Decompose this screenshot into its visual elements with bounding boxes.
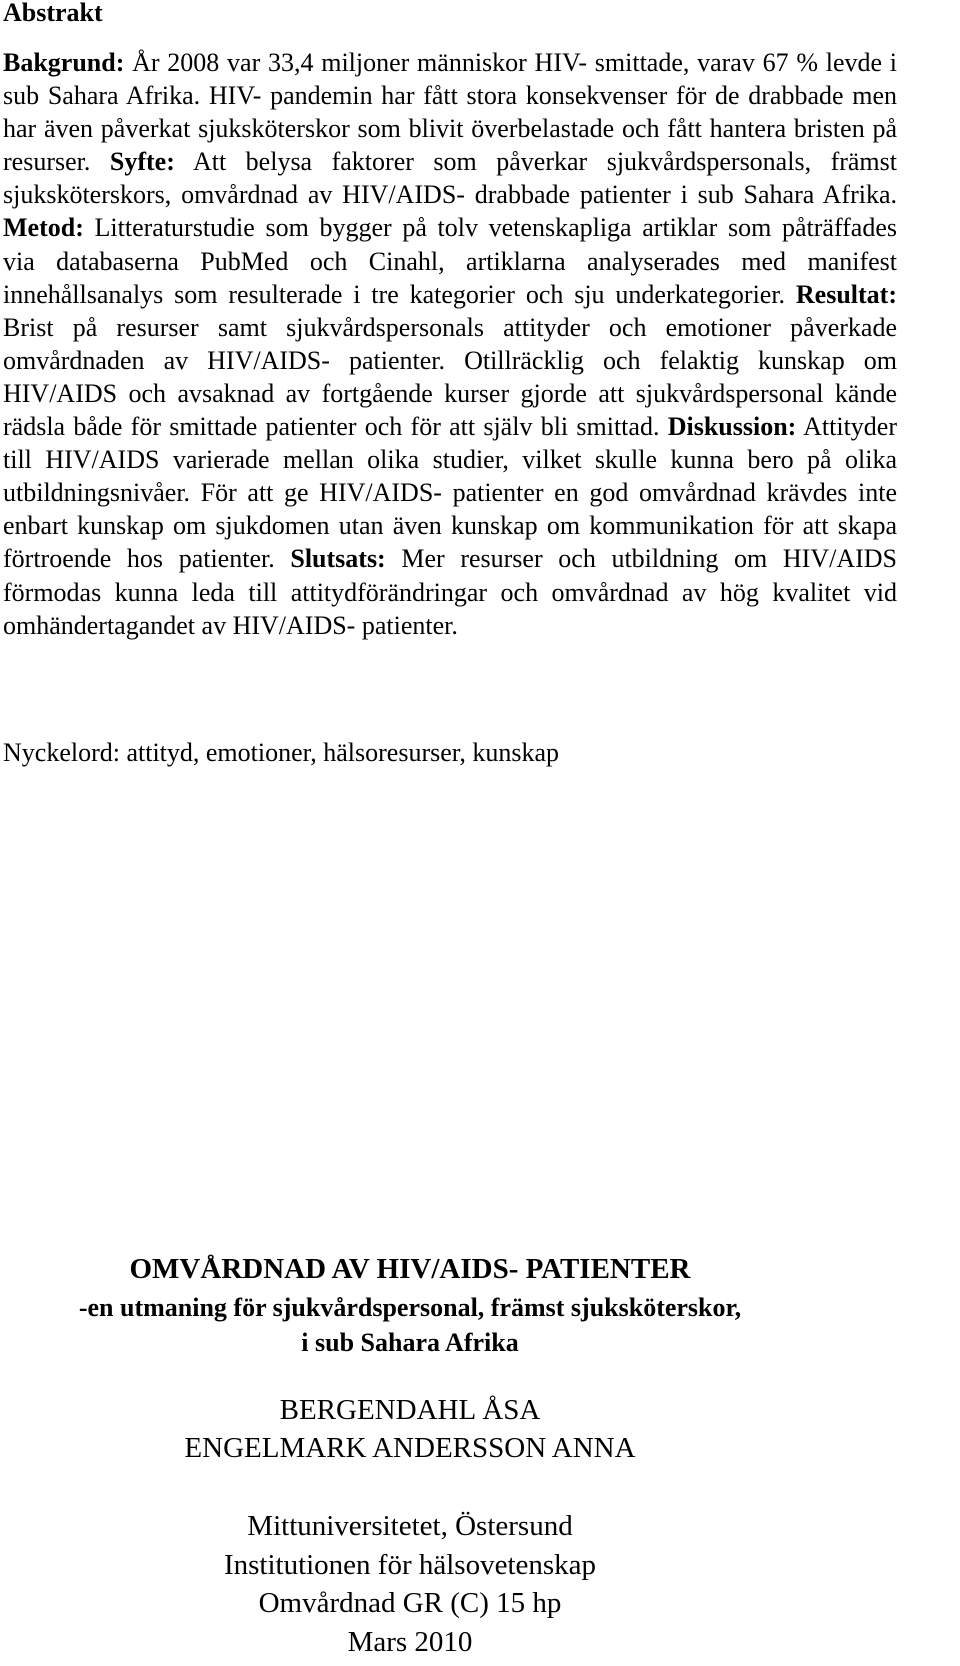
subtitle-line-2: i sub Sahara Afrika bbox=[301, 1328, 519, 1357]
institution: Institutionen för hälsovetenskap bbox=[223, 1548, 597, 1581]
abstract-body bbox=[3, 46, 897, 642]
author-2: ENGELMARK ANDERSSON ANNA bbox=[184, 1432, 636, 1464]
thesis-subtitle bbox=[0, 1290, 820, 1360]
result-text: Brist på resurser samt sjukvårdspersonals attityder och emotioner påverkade omvårdnaden av HIV/AIDS- patienter. Otillräcklig och felaktig kunskap om HIV/AIDS och avsaknad av fortgående kurser gjorde att sjukvårdspersonal kände rädsla både för smittade patienter och för att själv bli smittad. bbox=[3, 312, 897, 442]
result-label: Resultat: bbox=[795, 279, 897, 309]
conclusion-label: Slutsats: bbox=[290, 544, 386, 574]
date: Mars 2010 bbox=[347, 1625, 473, 1658]
subtitle-line-1: -en utmaning för sjukvårdspersonal, främst sjuksköterskor, bbox=[78, 1293, 742, 1322]
thesis-title bbox=[0, 1252, 820, 1286]
thesis-title-text: OMVÅRDNAD AV HIV/AIDS- PATIENTER bbox=[129, 1253, 691, 1285]
course: Omvårdnad GR (C) 15 hp bbox=[258, 1587, 562, 1619]
conclusion-text: Mer resurser och utbildning om HIV/AIDS förmodas kunna leda till attitydförändringar och omvårdnad av hög kvalitet vid omhändertagandet av HIV/AIDS- patienter. bbox=[3, 544, 897, 640]
university: Mittuniversitetet, Östersund bbox=[247, 1510, 573, 1542]
keywords: Nyckelord: attityd, emotioner, hälsoresurser, kunskap bbox=[3, 738, 560, 767]
aim-text: Att belysa faktorer som påverkar sjukvårdspersonals, främst sjuksköterskors, omvårdnad av HIV/AIDS- drabbade patienter i sub Sahara Afrika. bbox=[3, 147, 898, 210]
author-1: BERGENDAHL ÅSA bbox=[279, 1394, 541, 1426]
background-label: Bakgrund: bbox=[3, 48, 125, 77]
abstract-heading: Abstrakt bbox=[3, 0, 103, 27]
method-label: Metod: bbox=[3, 213, 84, 243]
discussion-text: Attityder till HIV/AIDS varierade mellan olika studier, vilket skulle kunna bero på olika utbildningsnivåer. För att ge HIV/AIDS- patienter en god omvårdnad krävdes inte enbart kunskap om sjukdomen utan även kunskap om kommunikation för att skapa förtroende hos patienter. bbox=[3, 412, 898, 574]
authors bbox=[0, 1391, 820, 1467]
background-text: År 2008 var 33,4 miljoner människor HIV- smittade, varav 67 % levde i sub Sahara Afrika. HIV- pandemin har fått stora konsekvenser för de drabbade men har även påverkat sjuksköterskor som blivit överbelastade och fått hantera bristen på resurser. bbox=[3, 48, 897, 177]
aim-label: Syfte: bbox=[109, 147, 175, 177]
affiliation-block bbox=[0, 1507, 820, 1661]
method-text: Litteraturstudie som bygger på tolv vetenskapliga artiklar som påträffades via databaserna PubMed och Cinahl, artiklarna analyserades med manifest innehållsanalys som resulterade i tre kategorier och sju underkategorier. bbox=[3, 213, 897, 309]
discussion-label: Diskussion: bbox=[667, 412, 797, 442]
